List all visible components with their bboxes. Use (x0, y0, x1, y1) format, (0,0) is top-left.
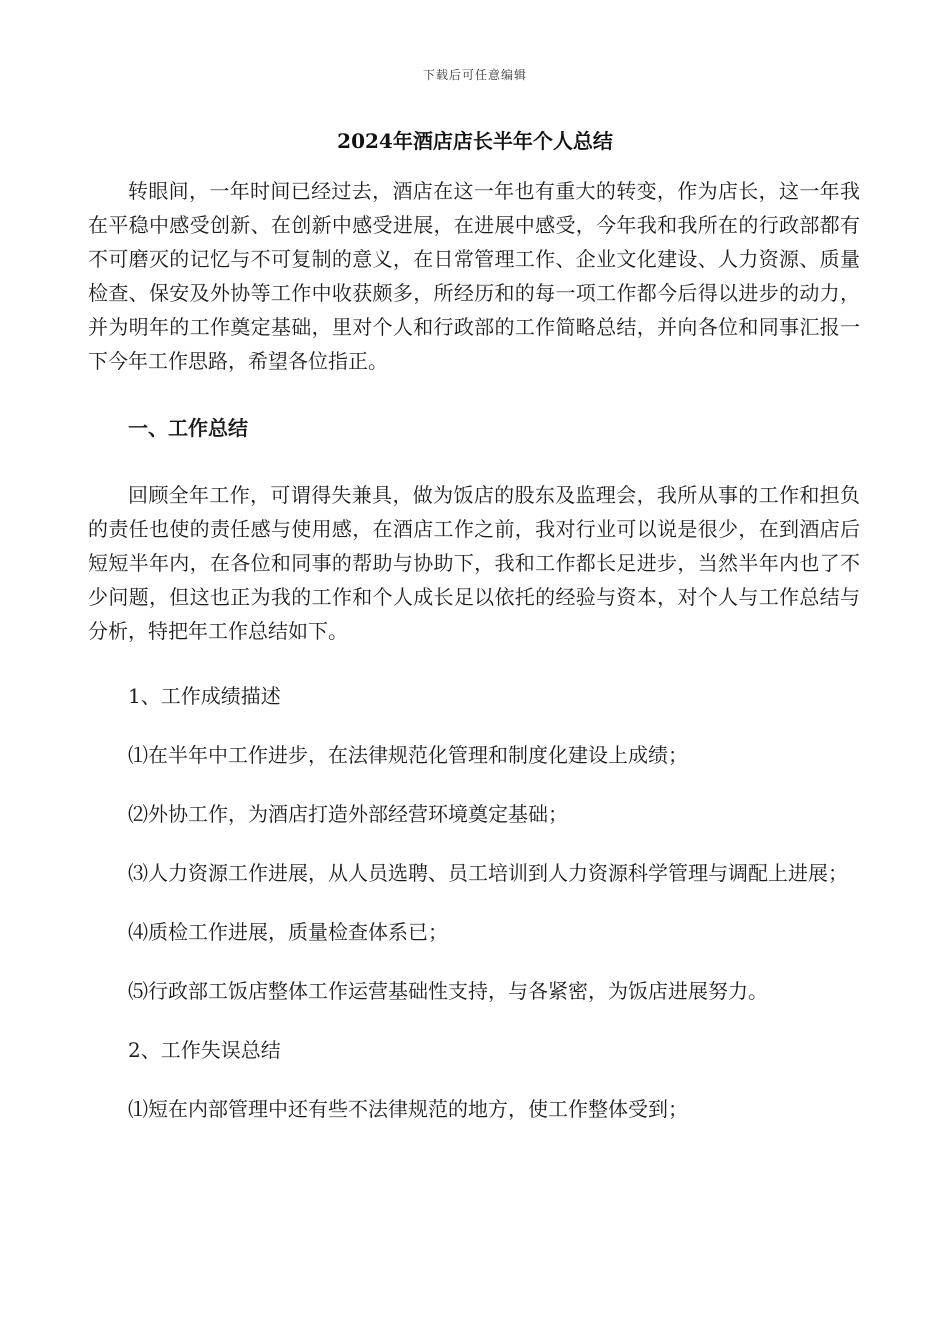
section-heading-1: 一、工作总结 (128, 416, 248, 440)
list-item: ⑶人力资源工作进展，从人员选聘、员工培训到人力资源科学管理与调配上进展； (128, 861, 848, 885)
list-item: ⑵外协工作，为酒店打造外部经营环境奠定基础； (128, 802, 568, 826)
list-item: ⑴短在内部管理中还有些不法律规范的地方，使工作整体受到； (128, 1097, 688, 1121)
list-item: ⑸行政部工饭店整体工作运营基础性支持，与各紧密，为饭店进展努力。 (128, 979, 768, 1003)
header-note: 下载后可任意编辑 (422, 68, 527, 82)
subsection-heading-1: 1、工作成绩描述 (128, 684, 281, 708)
document-title: 2024年酒店店长半年个人总结 (337, 129, 613, 153)
list-item: ⑴在半年中工作进步，在法律规范化管理和制度化建设上成绩； (128, 743, 688, 767)
section-1-paragraph: 回顾全年工作，可谓得失兼具，做为饭店的股东及监理会，我所从事的工作和担负的责任也使的责任感与使用感，在酒店工作之前，我对行业可以说是很少，在到酒店后短短半年内，在各位和同事的帮助与协助下，我和工作都长足进步，当然半年内也了不少问题，但这也正为我的工作和个人成长足以依托的经验与资本，对个人与工作总结与分析，特把年工作总结如下。 (88, 483, 860, 643)
subsection-heading-2: 2、工作失误总结 (128, 1038, 281, 1062)
list-item: ⑷质检工作进展，质量检查体系已； (128, 920, 448, 944)
document-body (88, 174, 860, 1126)
intro-paragraph: 转眼间，一年时间已经过去，酒店在这一年也有重大的转变，作为店长，这一年我在平稳中感受创新、在创新中感受进展，在进展中感受，今年我和我所在的行政部都有不可磨灭的记忆与不可复制的意义，在日常管理工作、企业文化建设、人力资源、质量检查、保安及外协等工作中收获颇多，所经历和的每一项工作都今后得以进步的动力，并为明年的工作奠定基础，里对个人和行政部的工作简略总结，并向各位和同事汇报一下今年工作思路，希望各位指正。 (88, 179, 860, 373)
